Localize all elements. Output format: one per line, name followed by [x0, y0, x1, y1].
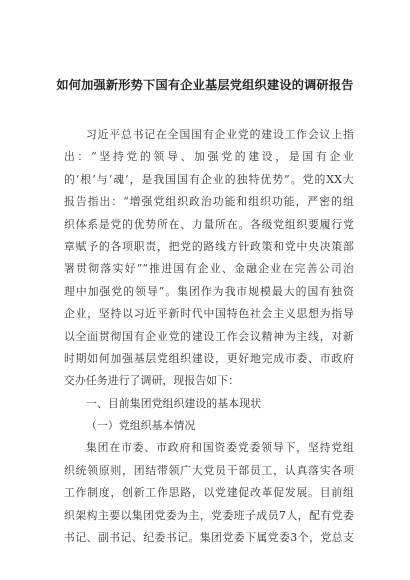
- document-body: [64, 124, 354, 549]
- paragraph-line: 织架构主要以集团党委为主，党委班子成员7人，配有党委: [64, 508, 354, 522]
- paragraph-line: 织体系是党的优势所在、力量所在。各级党组织要履行党: [64, 217, 354, 231]
- paragraph-line: 以全面贯彻国有企业党的建设工作会议精神为主线，对新: [64, 329, 354, 343]
- section-heading: 一、目前集团党组织建设的基本现状: [86, 396, 262, 410]
- paragraph-line: 报告指出：“增强党组织政治功能和组织功能，严密的组: [64, 195, 354, 209]
- subsection-heading: （一）党组织基本情况: [86, 419, 196, 433]
- paragraph-line: 交办任务进行了调研，现报告如下：: [64, 374, 240, 388]
- paragraph-line: 书记、副书记、纪委书记。集团党委下属党委3个，党总支: [64, 531, 354, 545]
- paragraph-line: 织统领原则，团结带领广大党员干部员工，认真落实各项: [64, 463, 354, 477]
- paragraph-line: 章赋予的各项职责，把党的路线方针政策和党中央决策部: [64, 239, 354, 253]
- document-title: 如何加强新形势下国有企业基层党组织建设的调研报告: [56, 78, 354, 92]
- paragraph-line: 工作制度，创新工作思路，以党建促改革促发展。目前组: [64, 486, 354, 500]
- paragraph-line: 时期如何加强基层党组织建设，更好地完成市委、市政府: [64, 351, 354, 365]
- paragraph-line: 企业，坚持以习近平新时代中国特色社会主义思想为指导: [64, 307, 354, 321]
- paragraph-line: 的‘根’与‘魂’，是我国国有企业的独特优势”。党的XX大: [64, 172, 354, 186]
- paragraph-line: 习近平总书记在全国国有企业党的建设工作会议上指: [86, 128, 354, 141]
- paragraph-line: 署贯彻落实好”“推进国有企业、金融企业在完善公司治: [64, 262, 354, 276]
- paragraph-line: 理中加强党的领导”。集团作为我市规模最大的国有独资: [64, 284, 354, 298]
- paragraph-line: 出：“坚持党的领导、加强党的建设，是国有企业: [64, 150, 354, 164]
- paragraph-line: 集团在市委、市政府和国资委党委领导下，坚持党组: [86, 441, 354, 455]
